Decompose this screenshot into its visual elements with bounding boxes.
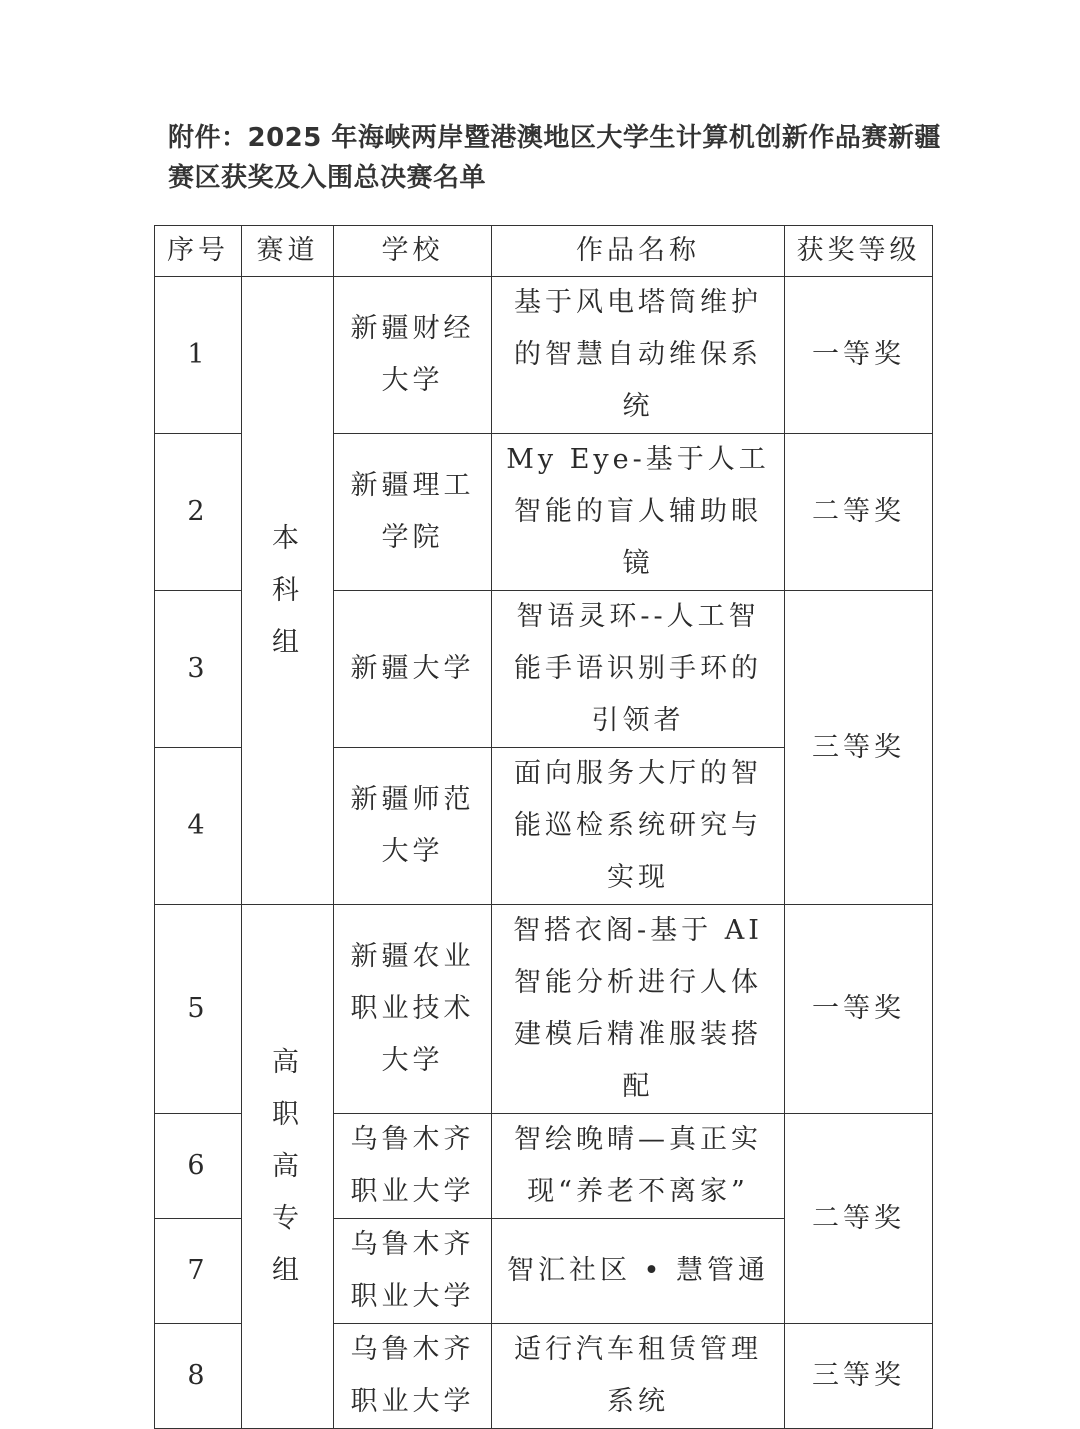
work-cell: 面向服务大厅的智能巡检系统研究与实现: [492, 748, 785, 905]
award-cell: 三等奖: [785, 1324, 933, 1429]
school-cell: 新疆理工学院: [334, 434, 492, 591]
header-work: 作品名称: [492, 226, 785, 277]
table-row: [155, 277, 933, 434]
table-header-row: [155, 226, 933, 277]
seq-cell: 7: [155, 1219, 242, 1324]
award-cell: 二等奖: [785, 434, 933, 591]
header-school: 学校: [334, 226, 492, 277]
award-cell: 三等奖: [785, 591, 933, 905]
school-cell: 新疆农业职业技术大学: [334, 905, 492, 1114]
header-seq: 序号: [155, 226, 242, 277]
work-cell: My Eye-基于人工智能的盲人辅助眼镜: [492, 434, 785, 591]
track-cell: [242, 905, 334, 1429]
seq-cell: 6: [155, 1114, 242, 1219]
header-award: 获奖等级: [785, 226, 933, 277]
school-cell: 新疆师范大学: [334, 748, 492, 905]
award-cell: 一等奖: [785, 277, 933, 434]
work-cell: 智搭衣阁-基于 AI 智能分析进行人体建模后精准服装搭配: [492, 905, 785, 1114]
track-label: 本科组: [272, 522, 303, 658]
work-cell: 基于风电塔筒维护的智慧自动维保系统: [492, 277, 785, 434]
school-cell: 新疆大学: [334, 591, 492, 748]
seq-cell: 8: [155, 1324, 242, 1429]
seq-cell: 2: [155, 434, 242, 591]
work-cell: 智绘晚晴—真正实现“养老不离家”: [492, 1114, 785, 1219]
table-row: [155, 905, 933, 1114]
school-cell: 乌鲁木齐职业大学: [334, 1219, 492, 1324]
track-label: 高职高专组: [272, 1046, 303, 1286]
seq-cell: 1: [155, 277, 242, 434]
school-cell: 乌鲁木齐职业大学: [334, 1324, 492, 1429]
award-cell: 二等奖: [785, 1114, 933, 1324]
work-cell: 智汇社区 • 慧管通: [492, 1219, 785, 1324]
document-heading: 附件：2025 年海峡两岸暨港澳地区大学生计算机创新作品赛新疆赛区获奖及入围总决赛名单: [168, 123, 941, 193]
seq-cell: 5: [155, 905, 242, 1114]
award-cell: 一等奖: [785, 905, 933, 1114]
seq-cell: 4: [155, 748, 242, 905]
school-cell: 新疆财经大学: [334, 277, 492, 434]
seq-cell: 3: [155, 591, 242, 748]
track-cell: [242, 277, 334, 905]
award-table: [154, 225, 933, 1429]
school-cell: 乌鲁木齐职业大学: [334, 1114, 492, 1219]
header-track: 赛道: [242, 226, 334, 277]
work-cell: 适行汽车租赁管理系统: [492, 1324, 785, 1429]
work-cell: 智语灵环--人工智能手语识别手环的引领者: [492, 591, 785, 748]
